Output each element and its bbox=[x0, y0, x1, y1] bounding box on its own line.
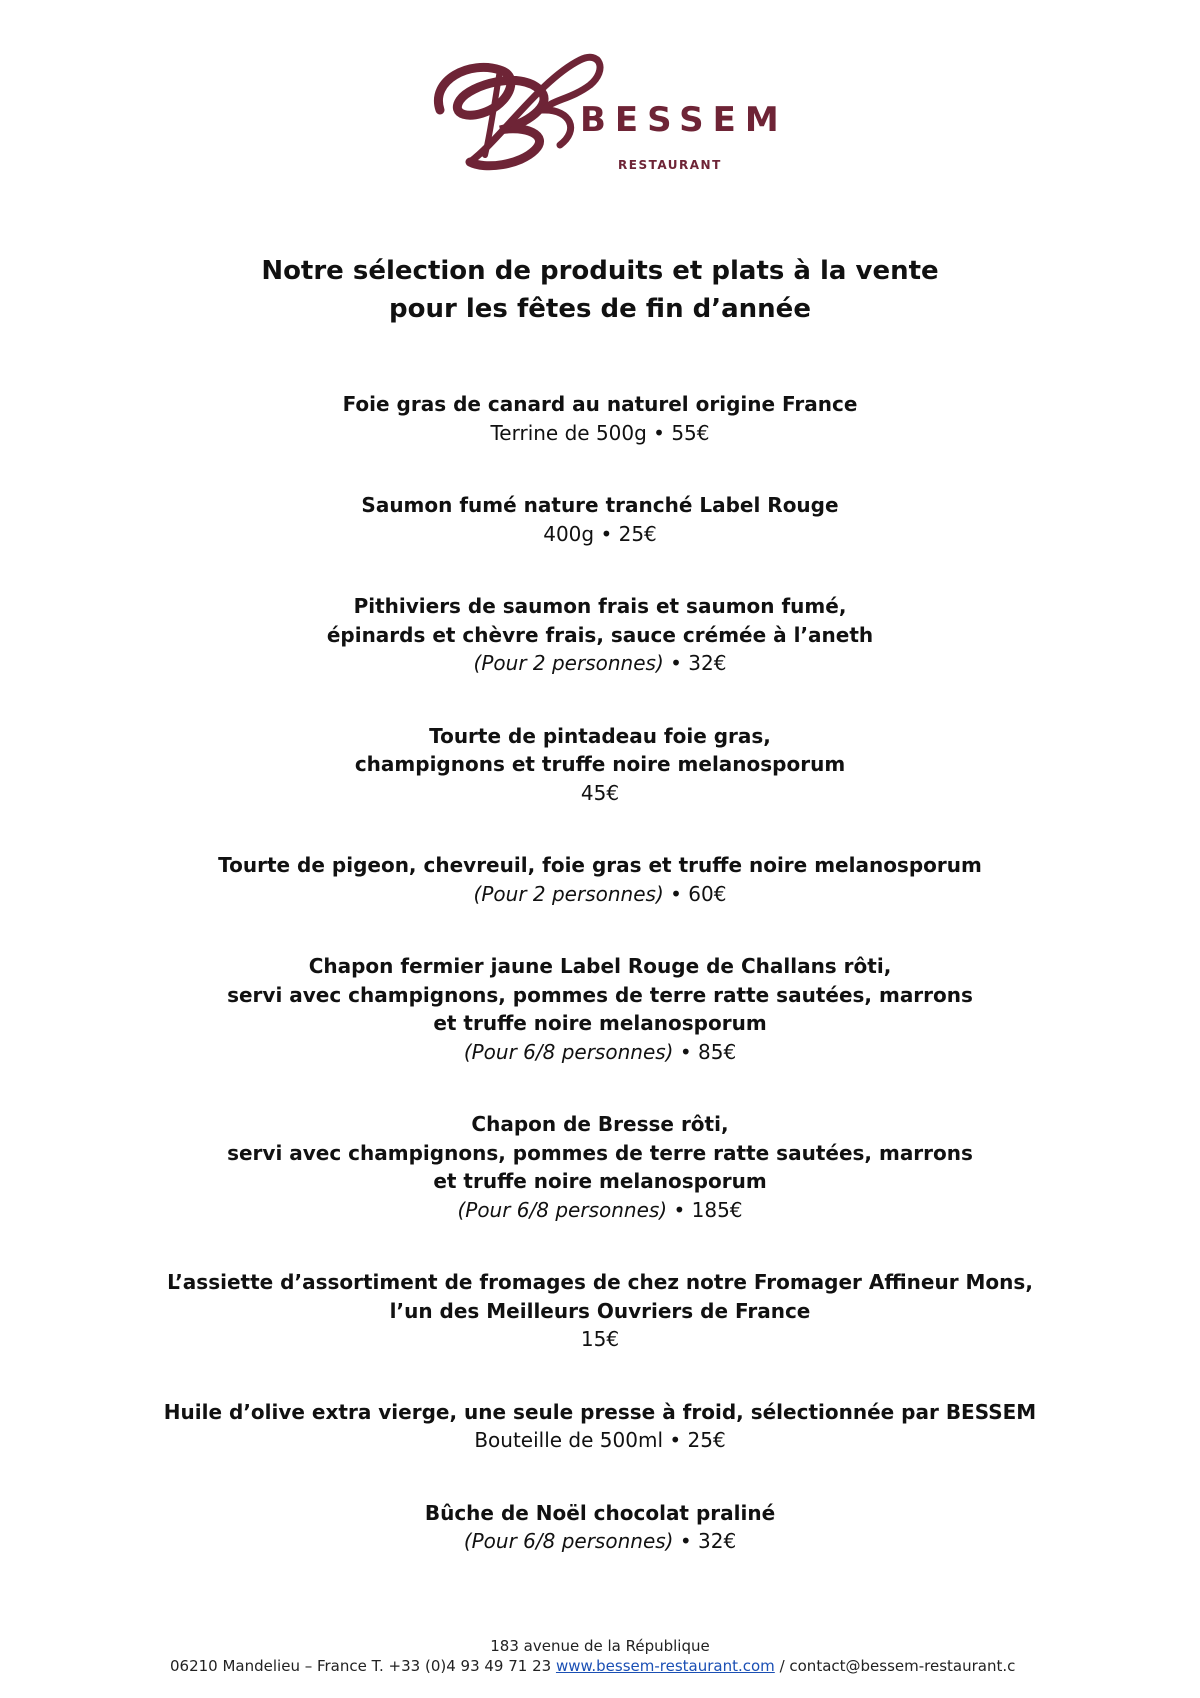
menu-item-name: épinards et chèvre frais, sauce crémée à l’aneth bbox=[326, 622, 874, 647]
menu-item-detail bbox=[0, 1196, 1200, 1225]
menu-item-name: Saumon fumé nature tranché Label Rouge bbox=[361, 493, 839, 517]
restaurant-logo bbox=[430, 40, 790, 180]
menu-item-detail bbox=[0, 1038, 1200, 1067]
menu-item bbox=[0, 1110, 1200, 1224]
menu-item bbox=[0, 1499, 1200, 1556]
page-footer bbox=[0, 1636, 1200, 1675]
menu-item-list bbox=[0, 390, 1200, 1600]
menu-item-price: 400g • 25€ bbox=[543, 521, 657, 546]
menu-item bbox=[0, 1268, 1200, 1354]
menu-item-detail bbox=[0, 649, 1200, 678]
menu-item-price: 45€ bbox=[580, 780, 620, 805]
menu-item-name: Tourte de pigeon, chevreuil, foie gras et truffe noire melanosporum bbox=[218, 853, 982, 877]
brand-subtitle: RESTAURANT bbox=[618, 158, 722, 172]
menu-item bbox=[0, 851, 1200, 908]
menu-item-name: et truffe noire melanosporum bbox=[433, 1169, 767, 1193]
menu-item-detail bbox=[0, 520, 1200, 549]
menu-item bbox=[0, 952, 1200, 1066]
menu-item-name: l’un des Meilleurs Ouvriers de France bbox=[389, 1298, 811, 1323]
menu-item-name: Tourte de pintadeau foie gras, bbox=[429, 723, 771, 748]
brand-name: BESSEM bbox=[580, 100, 788, 140]
menu-item-detail bbox=[0, 419, 1200, 448]
menu-item-portion: (Pour 6/8 personnes) bbox=[463, 1039, 674, 1064]
menu-item bbox=[0, 1398, 1200, 1455]
menu-item-name: servi avec champignons, pommes de terre ratte sautées, marrons bbox=[227, 1140, 973, 1165]
footer-email: / contact@bessem-restaurant.c bbox=[774, 1657, 1016, 1675]
menu-item-detail bbox=[0, 779, 1200, 808]
menu-item-name: Bûche de Noël chocolat praliné bbox=[424, 1500, 776, 1525]
menu-item bbox=[0, 592, 1200, 678]
menu-item-price: • 85€ bbox=[673, 1039, 737, 1064]
menu-item-name: Chapon de Bresse rôti, bbox=[471, 1112, 729, 1136]
menu-item-name: champignons et truffe noire melanosporum bbox=[354, 752, 846, 776]
page-title-line-2: pour les fêtes de fin d’année bbox=[389, 294, 811, 324]
menu-item bbox=[0, 722, 1200, 808]
menu-item-price: • 60€ bbox=[663, 881, 727, 906]
menu-item-name: Pithiviers de saumon frais et saumon fumé, bbox=[353, 594, 847, 618]
menu-item bbox=[0, 491, 1200, 548]
menu-item-detail bbox=[0, 1426, 1200, 1455]
menu-item-detail bbox=[0, 880, 1200, 909]
menu-item-price: Bouteille de 500ml • 25€ bbox=[474, 1428, 726, 1452]
footer-contact-line bbox=[170, 1656, 1015, 1676]
menu-item-name: et truffe noire melanosporum bbox=[433, 1011, 767, 1035]
menu-item-portion: (Pour 2 personnes) bbox=[473, 651, 664, 675]
menu-item-portion: (Pour 6/8 personnes) bbox=[457, 1197, 668, 1222]
menu-item-name: servi avec champignons, pommes de terre ratte sautées, marrons bbox=[227, 982, 973, 1007]
menu-item-price: • 32€ bbox=[663, 651, 727, 675]
footer-city-phone: 06210 Mandelieu – France T. +33 (0)4 93 49 71 23 bbox=[170, 1657, 556, 1675]
menu-item-detail bbox=[0, 1527, 1200, 1556]
menu-item-name: L’assiette d’assortiment de fromages de chez notre Fromager Affineur Mons, bbox=[167, 1270, 1033, 1294]
page-title-line-1: Notre sélection de produits et plats à la vente bbox=[261, 256, 939, 286]
menu-item-portion: (Pour 2 personnes) bbox=[473, 881, 664, 906]
footer-address: 183 avenue de la République bbox=[490, 1637, 710, 1655]
website-link[interactable]: www.bessem-restaurant.com bbox=[555, 1657, 775, 1675]
menu-item-portion: (Pour 6/8 personnes) bbox=[463, 1529, 674, 1553]
menu-item bbox=[0, 390, 1200, 447]
menu-item-price: Terrine de 500g • 55€ bbox=[490, 420, 710, 445]
menu-item-detail bbox=[0, 1325, 1200, 1354]
menu-item-price: • 185€ bbox=[667, 1197, 743, 1222]
menu-item-name: Chapon fermier jaune Label Rouge de Challans rôti, bbox=[308, 954, 892, 978]
menu-item-price: 15€ bbox=[580, 1327, 620, 1351]
menu-item-price: • 32€ bbox=[673, 1529, 737, 1553]
page-title bbox=[0, 252, 1200, 328]
menu-item-name: Huile d’olive extra vierge, une seule presse à froid, sélectionnée par BESSEM bbox=[163, 1399, 1037, 1424]
menu-item-name: Foie gras de canard au naturel origine France bbox=[342, 392, 858, 416]
